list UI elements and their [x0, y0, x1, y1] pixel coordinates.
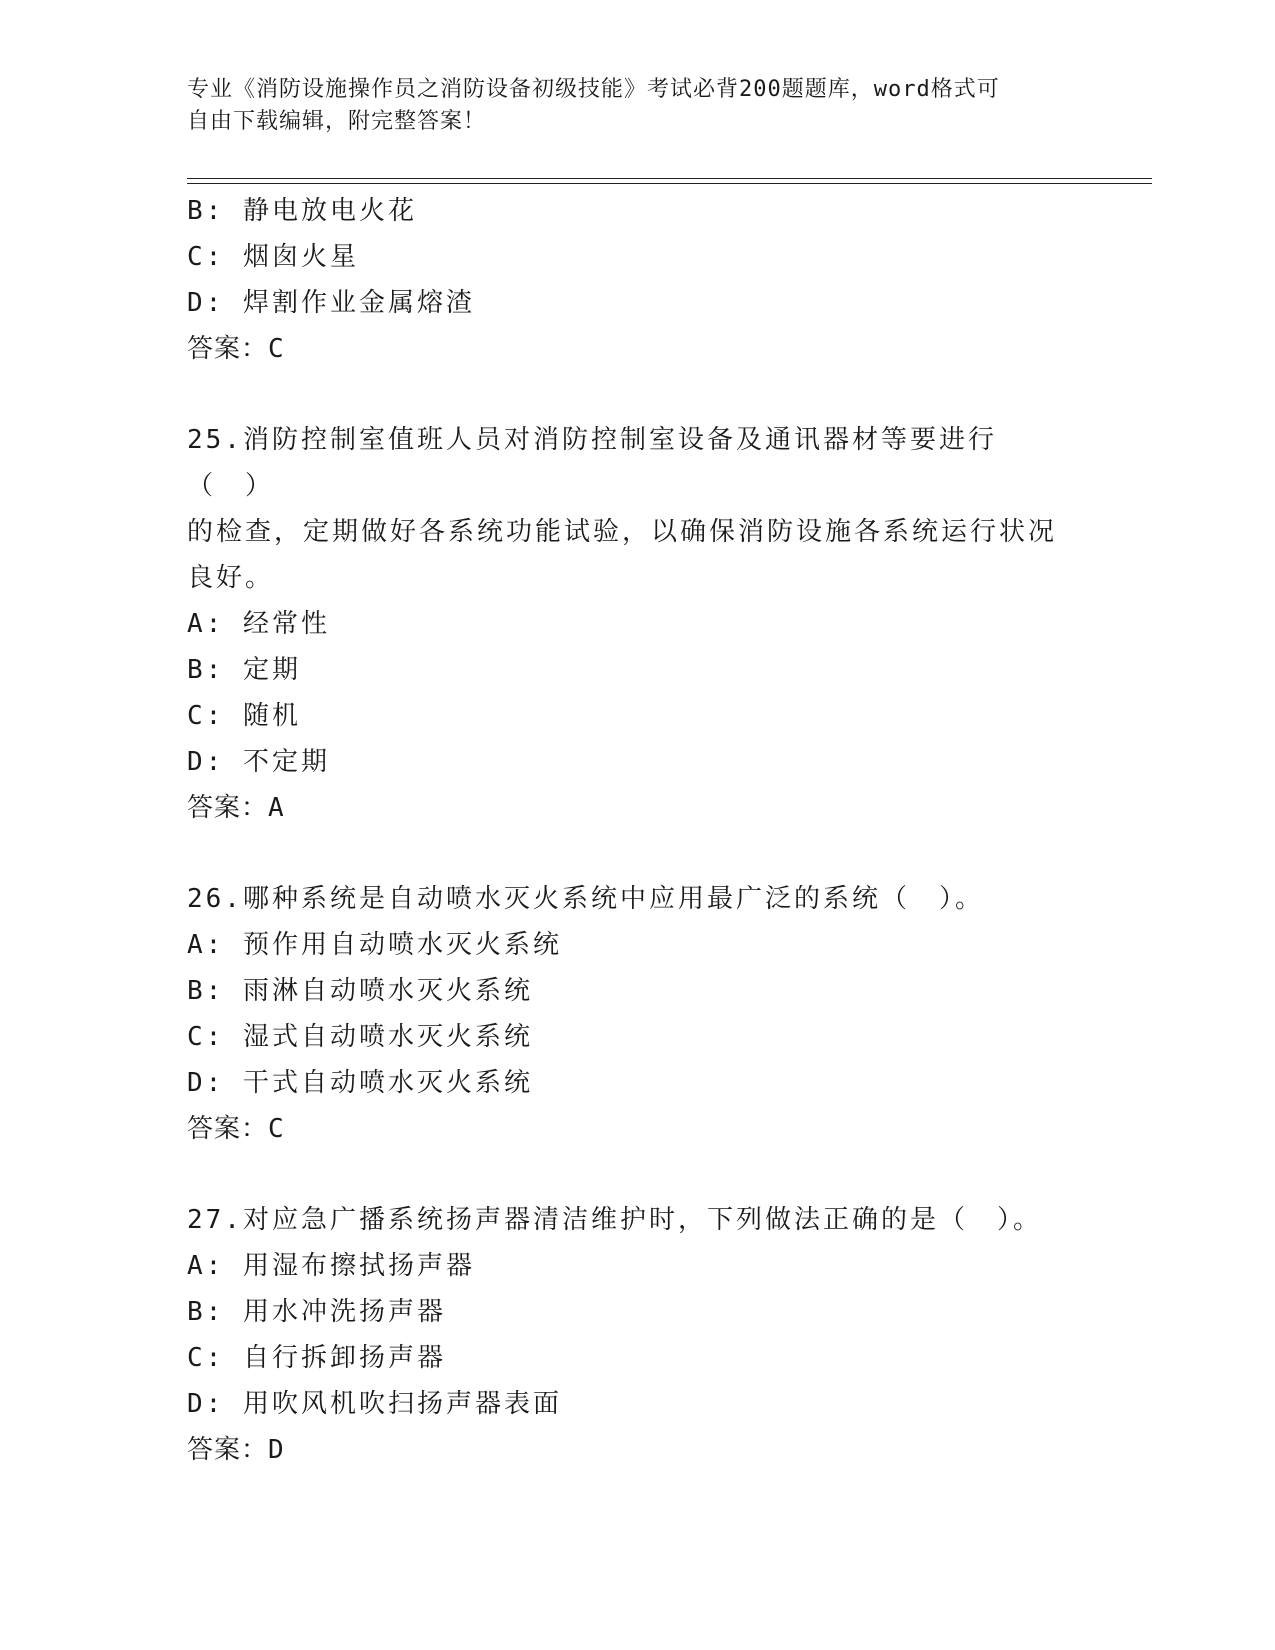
question-27 — [187, 1197, 1067, 1473]
option-c: C: 随机 — [187, 701, 301, 731]
option-b: B: 雨淋自动喷水灭火系统 — [187, 976, 533, 1006]
option-d: D: 用吹风机吹扫扬声器表面 — [187, 1389, 562, 1419]
question-stem-line: 27.对应急广播系统扬声器清洁维护时，下列做法正确的是（ ）。 — [187, 1205, 1042, 1235]
option-a: A: 用湿布擦拭扬声器 — [187, 1251, 475, 1281]
option-d: D: 焊割作业金属熔渣 — [187, 288, 475, 318]
question-stem-line: 的检查，定期做好各系统功能试验，以确保消防设施各系统运行状况 — [187, 517, 1058, 547]
document-header — [187, 74, 1067, 138]
question-25 — [187, 417, 1067, 831]
answer-line: 答案：A — [187, 793, 285, 823]
option-a: A: 预作用自动喷水灭火系统 — [187, 930, 562, 960]
answer-line: 答案：C — [187, 1114, 285, 1144]
question-26 — [187, 876, 1067, 1152]
option-d: D: 干式自动喷水灭火系统 — [187, 1068, 533, 1098]
option-b: B: 定期 — [187, 655, 301, 685]
header-line-2: 自由下载编辑，附完整答案！ — [187, 109, 487, 134]
header-line-1: 专业《消防设施操作员之消防设备初级技能》考试必背200题题库，word格式可 — [187, 77, 1000, 102]
option-b: B: 用水冲洗扬声器 — [187, 1297, 446, 1327]
header-rule-bottom — [187, 183, 1152, 184]
option-b: B: 静电放电火花 — [187, 196, 417, 226]
question-list — [187, 188, 1067, 1473]
header-rule-top — [187, 178, 1152, 179]
question-24-continuation — [187, 188, 1067, 372]
answer-line: 答案：D — [187, 1435, 285, 1465]
option-a: A: 经常性 — [187, 609, 330, 639]
question-stem-line: 26.哪种系统是自动喷水灭火系统中应用最广泛的系统（ ）。 — [187, 884, 984, 914]
option-c: C: 烟囱火星 — [187, 242, 359, 272]
option-c: C: 自行拆卸扬声器 — [187, 1343, 446, 1373]
option-c: C: 湿式自动喷水灭火系统 — [187, 1022, 533, 1052]
question-stem-line: 25.消防控制室值班人员对消防控制室设备及通讯器材等要进行（ ） — [187, 425, 997, 501]
answer-line: 答案：C — [187, 334, 285, 364]
option-d: D: 不定期 — [187, 747, 330, 777]
question-stem-line: 良好。 — [187, 563, 275, 593]
